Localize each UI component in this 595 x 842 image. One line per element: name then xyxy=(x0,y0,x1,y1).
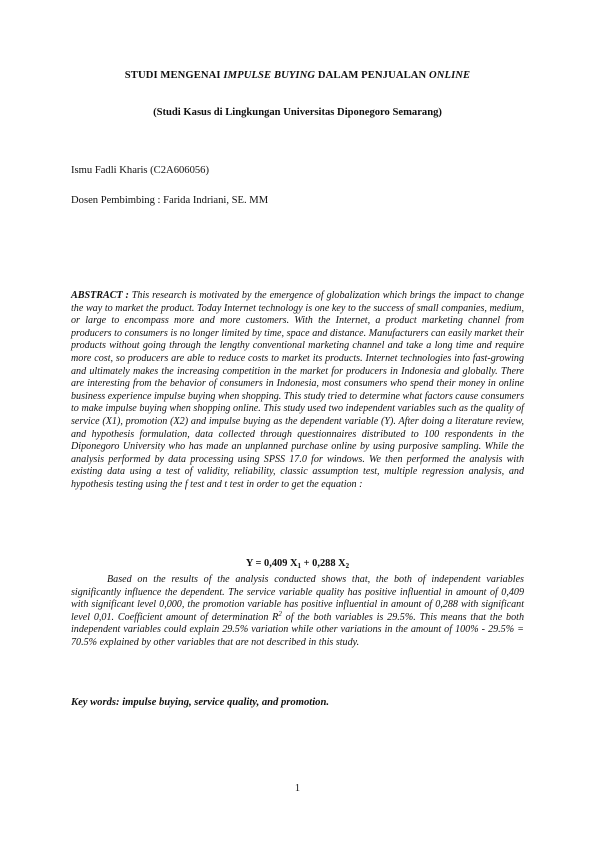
r-squared-superscript: 2 xyxy=(278,609,282,618)
equation-lhs: Y = 0,409 X xyxy=(245,558,298,569)
author-line: Ismu Fadli Kharis (C2A606056) xyxy=(71,165,210,176)
results-text-1: Based on the results of the analysis conducted shows that, the both of independent variables significantly influence the dependent. The service variable quality has positive influential in amount of 0,409 with significant level 0,000, the promotion variable has positive influential in amount of 0,288 with significant level 0,01. Coefficient amount of determination R xyxy=(71,574,524,623)
title-part-3: DALAM PENJUALAN xyxy=(315,70,429,81)
title-part-4: ONLINE xyxy=(429,70,471,81)
abstract-text: This research is motivated by the emergence of globalization which brings the impact to change the way to market the product. Today Internet technology is one key to the success of small companies, medium, or large to encompass more and more customers. With the Internet, a product marketing channel from producers to consumers is no longer limited by time, space and distance. Manufacturers can easily market their products without going through the lengthy conventional marketing channel and take a long time and require more cost, so producers are able to reduce costs to market its products. Internet technologies into fast-growing and ultimately makes the increasing competition in the market for producers in Indonesia and globally. There are interesting from the behavior of consumers in Indonesia, most consumers who spend their money in online business experience impulse buying when shopping. This study tried to determine what factors cause consumers to make impulse buying when shopping online. This study used two independent variables such as the quality of service (X1), promotion (X2) and impulse buying as the dependent variable (Y). After doing a literature review, and hypothesis formulation, data collected through questionnaires distributed to 100 respondents in the Diponegoro University who has made an unplanned purchase online by using purposive sampling. While the analysis performed by data processing using SPSS 17.0 for windows. We then performed the analysis with existing data using a test of validity, reliability, classic assumption test, multiple regression analysis, and hypothesis testing using the f test and t test in order to get the equation : xyxy=(71,290,524,490)
keywords-line: Key words: impulse buying, service quality, and promotion. xyxy=(71,697,329,708)
paper-title xyxy=(60,70,535,81)
equation-mid: + 0,288 X xyxy=(301,558,346,569)
advisor-line: Dosen Pembimbing : Farida Indriani, SE. MM xyxy=(71,195,269,206)
equation-sub-1: 1 xyxy=(297,562,302,570)
results-text-2: of the both variables is 29.5%. This means that the both independent variables could explain 29.5% variation while other variations in the amount of 100% - 29.5% = 70.5% explained by other variables that are not described in this study. xyxy=(71,611,524,648)
results-paragraph xyxy=(71,574,524,650)
page-number: 1 xyxy=(294,783,301,794)
regression-equation xyxy=(71,558,524,570)
paper-subtitle: (Studi Kasus di Lingkungan Universitas Diponegoro Semarang) xyxy=(153,107,442,118)
equation-sub-2: 2 xyxy=(345,562,350,570)
title-part-1: STUDI MENGENAI xyxy=(124,70,224,81)
abstract-label: ABSTRACT : xyxy=(71,290,129,301)
title-part-2: IMPULSE BUYING xyxy=(223,70,316,81)
abstract-paragraph xyxy=(71,290,524,492)
